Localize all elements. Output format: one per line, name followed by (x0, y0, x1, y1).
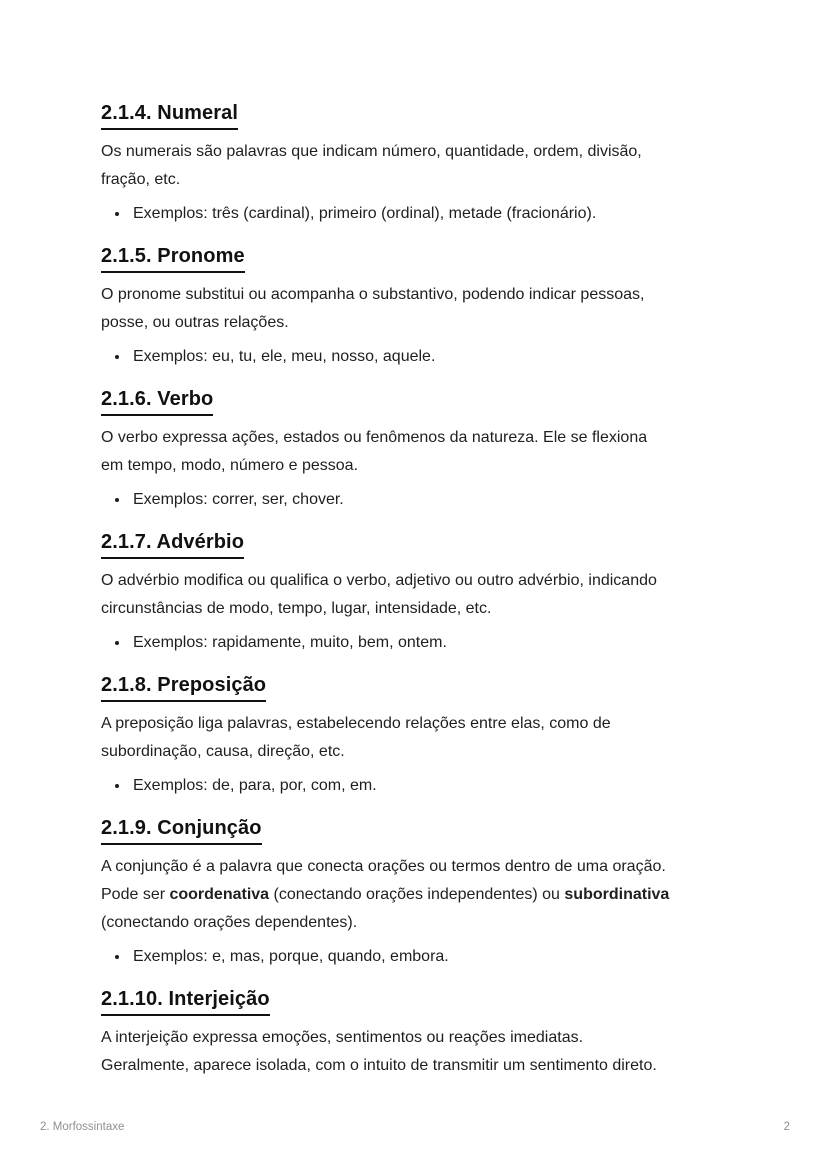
section-paragraph (101, 281, 728, 337)
section (101, 529, 728, 657)
examples-list (101, 343, 728, 371)
section-heading (101, 815, 728, 845)
paragraph-line (101, 138, 728, 166)
text-segment: Os numerais são palavras que indicam número, quantidade, ordem, divisão, (101, 143, 642, 160)
paragraph-line (101, 738, 728, 766)
section-heading-text: 2.1.7. Advérbio (101, 529, 244, 559)
text-segment: (conectando orações independentes) ou (269, 886, 565, 903)
paragraph-line (101, 281, 728, 309)
paragraph-line (101, 710, 728, 738)
text-segment: A conjunção é a palavra que conecta orações ou termos dentro de uma oração. (101, 858, 666, 875)
examples-list (101, 772, 728, 800)
paragraph-line (101, 424, 728, 452)
text-segment: circunstâncias de modo, tempo, lugar, intensidade, etc. (101, 600, 492, 617)
paragraph-line (101, 452, 728, 480)
text-segment: posse, ou outras relações. (101, 314, 289, 331)
text-segment: A interjeição expressa emoções, sentimentos ou reações imediatas. (101, 1029, 584, 1046)
examples-item: • Exemplos: três (cardinal), primeiro (ordinal), metade (fracionário). (130, 200, 728, 228)
examples-list (101, 943, 728, 971)
section (101, 986, 728, 1080)
section-heading (101, 672, 728, 702)
section (101, 243, 728, 371)
section-heading (101, 529, 728, 559)
examples-item: • Exemplos: de, para, por, com, em. (130, 772, 728, 800)
section-heading-text: 2.1.10. Interjeição (101, 986, 270, 1016)
paragraph-line (101, 909, 728, 937)
section-paragraph (101, 1024, 728, 1080)
section-heading (101, 100, 728, 130)
text-segment: A preposição liga palavras, estabelecendo relações entre elas, como de (101, 715, 611, 732)
examples-item: • Exemplos: e, mas, porque, quando, embora. (130, 943, 728, 971)
page-footer (40, 1121, 790, 1133)
text-segment: Pode ser (101, 886, 170, 903)
examples-list (101, 200, 728, 228)
text-segment: O verbo expressa ações, estados ou fenômenos da natureza. Ele se flexiona (101, 429, 648, 446)
section-paragraph (101, 567, 728, 623)
footer-chapter-label: 2. Morfossintaxe (40, 1121, 125, 1133)
section-paragraph (101, 853, 728, 937)
examples-list (101, 629, 728, 657)
examples-item: • Exemplos: eu, tu, ele, meu, nosso, aquele. (130, 343, 728, 371)
section-heading (101, 243, 728, 273)
paragraph-line (101, 309, 728, 337)
section-heading-text: 2.1.9. Conjunção (101, 815, 262, 845)
examples-item: • Exemplos: rapidamente, muito, bem, ontem. (130, 629, 728, 657)
section-paragraph (101, 710, 728, 766)
paragraph-line (101, 853, 728, 881)
text-segment: fração, etc. (101, 171, 181, 188)
section-heading-text: 2.1.6. Verbo (101, 386, 213, 416)
paragraph-line (101, 567, 728, 595)
section (101, 815, 728, 971)
paragraph-line (101, 1052, 728, 1080)
section-heading-text: 2.1.8. Preposição (101, 672, 266, 702)
section-heading (101, 986, 728, 1016)
footer-page-number: 2 (783, 1121, 790, 1133)
text-segment: O advérbio modifica ou qualifica o verbo, adjetivo ou outro advérbio, indicando (101, 572, 657, 589)
section (101, 100, 728, 228)
paragraph-line (101, 1024, 728, 1052)
section (101, 672, 728, 800)
paragraph-line (101, 595, 728, 623)
text-segment: em tempo, modo, número e pessoa. (101, 457, 359, 474)
text-segment: subordinação, causa, direção, etc. (101, 743, 345, 760)
examples-item: • Exemplos: correr, ser, chover. (130, 486, 728, 514)
examples-list (101, 486, 728, 514)
paragraph-line (101, 881, 728, 909)
text-segment: Geralmente, aparece isolada, com o intuito de transmitir um sentimento direto. (101, 1057, 657, 1074)
section-heading-text: 2.1.5. Pronome (101, 243, 245, 273)
section (101, 386, 728, 514)
section-heading-text: 2.1.4. Numeral (101, 100, 238, 130)
section-heading (101, 386, 728, 416)
bold-term: subordinativa (564, 886, 670, 903)
bold-term: coordenativa (169, 886, 270, 903)
section-paragraph (101, 138, 728, 194)
paragraph-line (101, 166, 728, 194)
text-segment: (conectando orações dependentes). (101, 914, 358, 931)
section-paragraph (101, 424, 728, 480)
text-segment: O pronome substitui ou acompanha o substantivo, podendo indicar pessoas, (101, 286, 645, 303)
